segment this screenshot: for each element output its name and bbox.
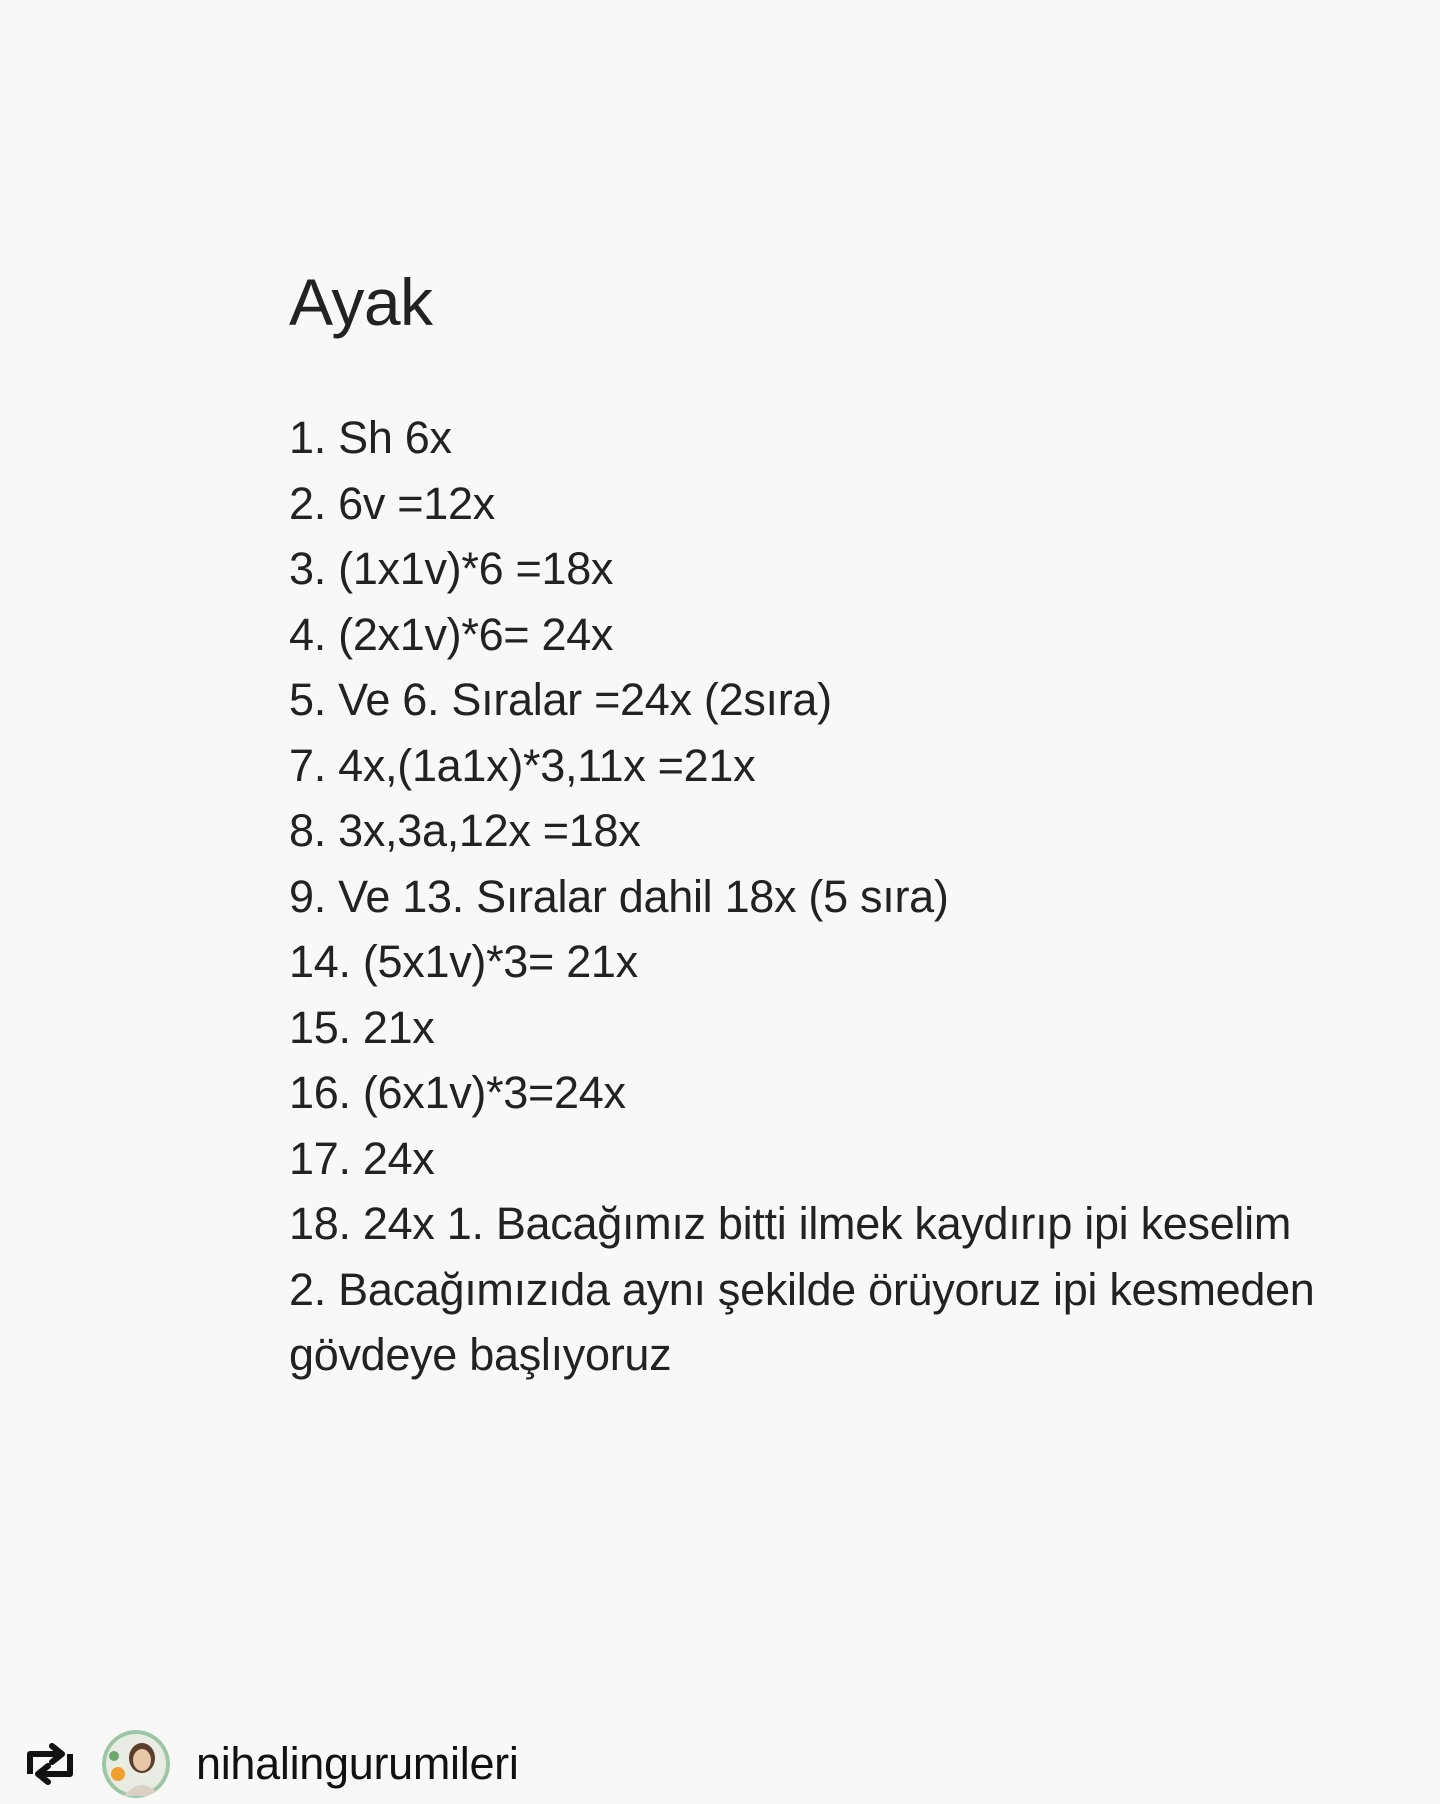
list-item: 2. 6v =12x bbox=[289, 477, 495, 529]
list-item: 9. Ve 13. Sıralar dahil 18x (5 sıra) bbox=[289, 870, 949, 922]
list-item: 8. 3x,3a,12x =18x bbox=[289, 805, 641, 856]
repost-attribution bbox=[24, 1724, 519, 1804]
list-item: 14. (5x1v)*3= 21x bbox=[289, 936, 638, 987]
list-item: 3. (1x1v)*6 =18x bbox=[289, 543, 614, 594]
avatar[interactable] bbox=[102, 1730, 170, 1798]
step-list bbox=[289, 405, 1339, 1388]
list-item: 16. (6x1v)*3=24x bbox=[289, 1067, 626, 1118]
list-item: 5. Ve 6. Sıralar =24x (2sıra) bbox=[289, 674, 832, 725]
list-item: 15. 21x bbox=[289, 1001, 435, 1053]
list-item: 18. 24x 1. Bacağımız bitti ilmek kaydırıp ipi keselim 2. Bacağımızıda aynı şekilde örüyoruz ipi kesmeden gövdeye başlıyoruz bbox=[289, 1198, 1315, 1380]
document-title: Ayak bbox=[289, 265, 433, 339]
repost-icon bbox=[24, 1742, 76, 1786]
list-item: 1. Sh 6x bbox=[289, 412, 452, 463]
list-item: 4. (2x1v)*6= 24x bbox=[289, 608, 614, 660]
list-item: 17. 24x bbox=[289, 1132, 435, 1184]
list-item: 7. 4x,(1a1x)*3,11x =21x bbox=[289, 739, 756, 791]
username[interactable]: nihalingurumileri bbox=[196, 1738, 519, 1789]
